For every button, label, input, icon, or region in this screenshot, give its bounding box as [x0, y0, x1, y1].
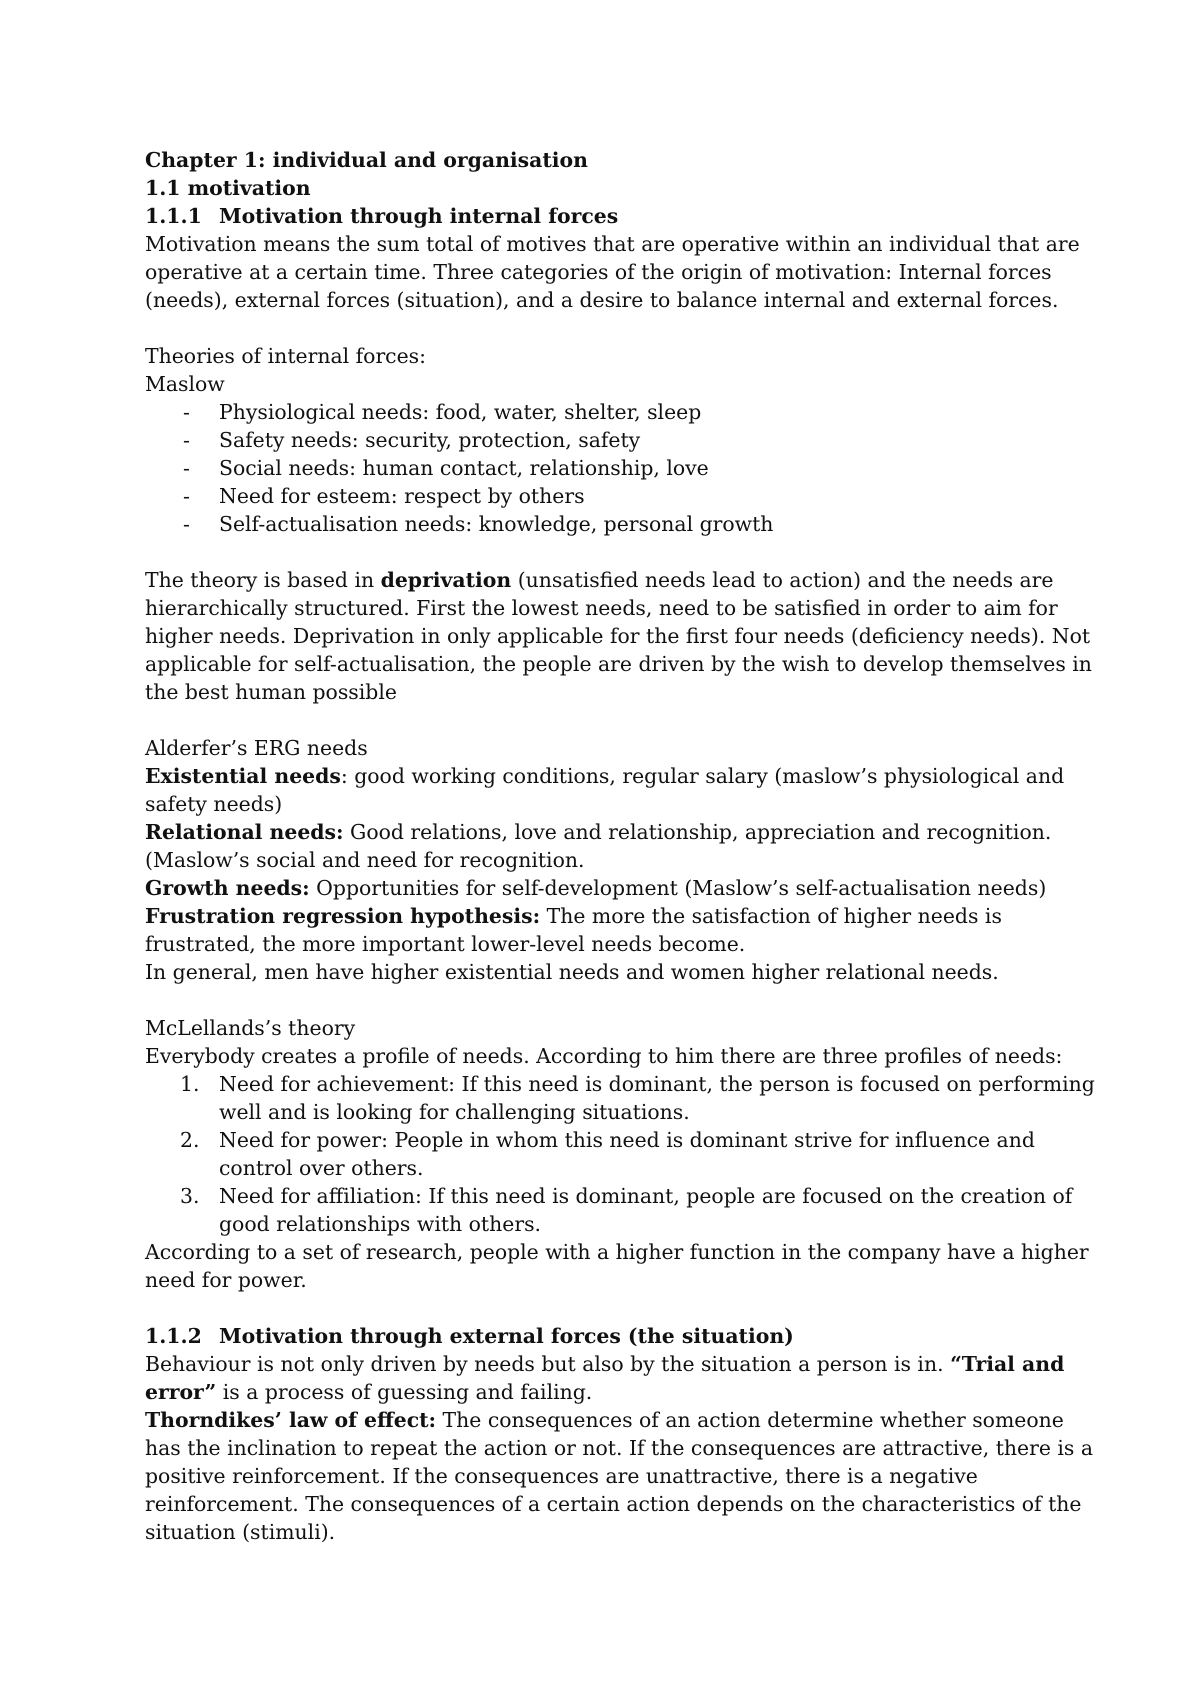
list-item: [145, 426, 1105, 454]
theories-label: Theories of internal forces:: [145, 344, 427, 368]
relational-needs-paragraph: [145, 818, 1105, 874]
term-growth: Growth needs:: [145, 876, 310, 900]
intro-paragraph: Motivation means the sum total of motives that are operative within an individual that are operative at a certain time. Three categories of the origin of motivation: Internal forces (needs), external forces (situation), and a desire to balance internal and external forces.: [145, 232, 1080, 312]
list-item: [145, 510, 1105, 538]
text-run: Behaviour is not only driven by needs but also by the situation a person is in.: [145, 1352, 951, 1376]
term-thorndike: Thorndikes’ law of effect:: [145, 1408, 437, 1432]
list-item-text: Need for achievement: If this need is dominant, the person is focused on performing well and is looking for challenging situations.: [219, 1072, 1095, 1124]
text-run: is a process of guessing and failing.: [216, 1380, 593, 1404]
frustration-paragraph: [145, 902, 1105, 958]
mcclelland-list: [145, 1070, 1105, 1238]
subsection-title: Motivation through external forces (the situation): [219, 1324, 794, 1348]
term-relational: Relational needs:: [145, 820, 344, 844]
text-run: The theory is based in: [145, 568, 381, 592]
list-item: [145, 454, 1105, 482]
subsection-number: 1.1.1: [145, 204, 202, 228]
term-frustration: Frustration regression hypothesis:: [145, 904, 541, 928]
blank-line: [145, 314, 1105, 342]
list-item: [145, 482, 1105, 510]
maslow-list: [145, 398, 1105, 538]
growth-needs-paragraph: [145, 874, 1105, 902]
term-deprivation: deprivation: [380, 568, 512, 592]
list-dash-marker: -: [183, 428, 190, 452]
subsection-number: 1.1.2: [145, 1324, 202, 1348]
subsection-heading-external: [145, 1322, 1105, 1350]
text-run: Good relations, love and relationship, appreciation and recognition. (Maslow’s social and need for recognition.: [145, 820, 1052, 872]
list-dash-marker: -: [183, 456, 190, 480]
list-item-text: Need for esteem: respect by others: [219, 484, 585, 508]
section-heading: 1.1 motivation: [145, 176, 311, 200]
text-run: : good working conditions, regular salary (maslow’s physiological and safety needs): [145, 764, 1065, 816]
list-item-text: Social needs: human contact, relationship, love: [219, 456, 709, 480]
list-item: [145, 1126, 1105, 1182]
text-run: Opportunities for self-development (Maslow’s self-actualisation needs): [309, 876, 1047, 900]
trial-error-paragraph: [145, 1350, 1105, 1406]
gender-needs-paragraph: In general, men have higher existential needs and women higher relational needs.: [145, 960, 999, 984]
list-dash-marker: -: [183, 512, 190, 536]
subsection-title: Motivation through internal forces: [219, 204, 619, 228]
list-item: [145, 398, 1105, 426]
list-number: 3.: [180, 1184, 200, 1208]
mcclelland-title: McLellands’s theory: [145, 1016, 356, 1040]
blank-line: [145, 538, 1105, 566]
term-trial-and-error: “Trial and error”: [145, 1352, 1065, 1404]
text-run: The more the satisfaction of higher needs is frustrated, the more important lower-level needs become.: [145, 904, 1002, 956]
list-item: [145, 1070, 1105, 1126]
list-item-text: Need for power: People in whom this need is dominant strive for influence and control over others.: [219, 1128, 1035, 1180]
maslow-theory-paragraph: [145, 566, 1105, 706]
text-run: (unsatisfied needs lead to action) and the needs are hierarchically structured. First the lowest needs, need to be satisfied in order to aim for higher needs. Deprivation in only applicable for the first four needs (deficiency needs). Not applicable for self-actualisation, the people are driven by the wish to develop themselves in the best human possible: [145, 568, 1092, 704]
blank-line: [145, 1294, 1105, 1322]
term-existential: Existential needs: [145, 764, 341, 788]
existential-needs-paragraph: [145, 762, 1105, 818]
list-item-text: Physiological needs: food, water, shelter, sleep: [219, 400, 702, 424]
list-number: 1.: [180, 1072, 200, 1096]
subsection-heading-internal: [145, 202, 1105, 230]
document-page: [145, 146, 1105, 1546]
research-paragraph: According to a set of research, people with a higher function in the company have a higher need for power.: [145, 1240, 1089, 1292]
mcclelland-intro: Everybody creates a profile of needs. According to him there are three profiles of needs:: [145, 1044, 1063, 1068]
blank-line: [145, 986, 1105, 1014]
maslow-title: Maslow: [145, 372, 225, 396]
list-item-text: Need for affiliation: If this need is dominant, people are focused on the creation of good relationships with others.: [219, 1184, 1073, 1236]
list-item-text: Safety needs: security, protection, safety: [219, 428, 641, 452]
text-run: The consequences of an action determine whether someone has the inclination to repeat the action or not. If the consequences are attractive, there is a positive reinforcement. If the consequences are unattractive, there is a negative reinforcement. The consequences of a certain action depends on the characteristics of the situation (stimuli).: [145, 1408, 1094, 1544]
list-number: 2.: [180, 1128, 200, 1152]
list-item: [145, 1182, 1105, 1238]
alderfer-title: Alderfer’s ERG needs: [145, 736, 368, 760]
list-dash-marker: -: [183, 484, 190, 508]
list-dash-marker: -: [183, 400, 190, 424]
blank-line: [145, 706, 1105, 734]
chapter-heading: Chapter 1: individual and organisation: [145, 148, 588, 172]
thorndike-paragraph: [145, 1406, 1105, 1546]
list-item-text: Self-actualisation needs: knowledge, personal growth: [219, 512, 774, 536]
